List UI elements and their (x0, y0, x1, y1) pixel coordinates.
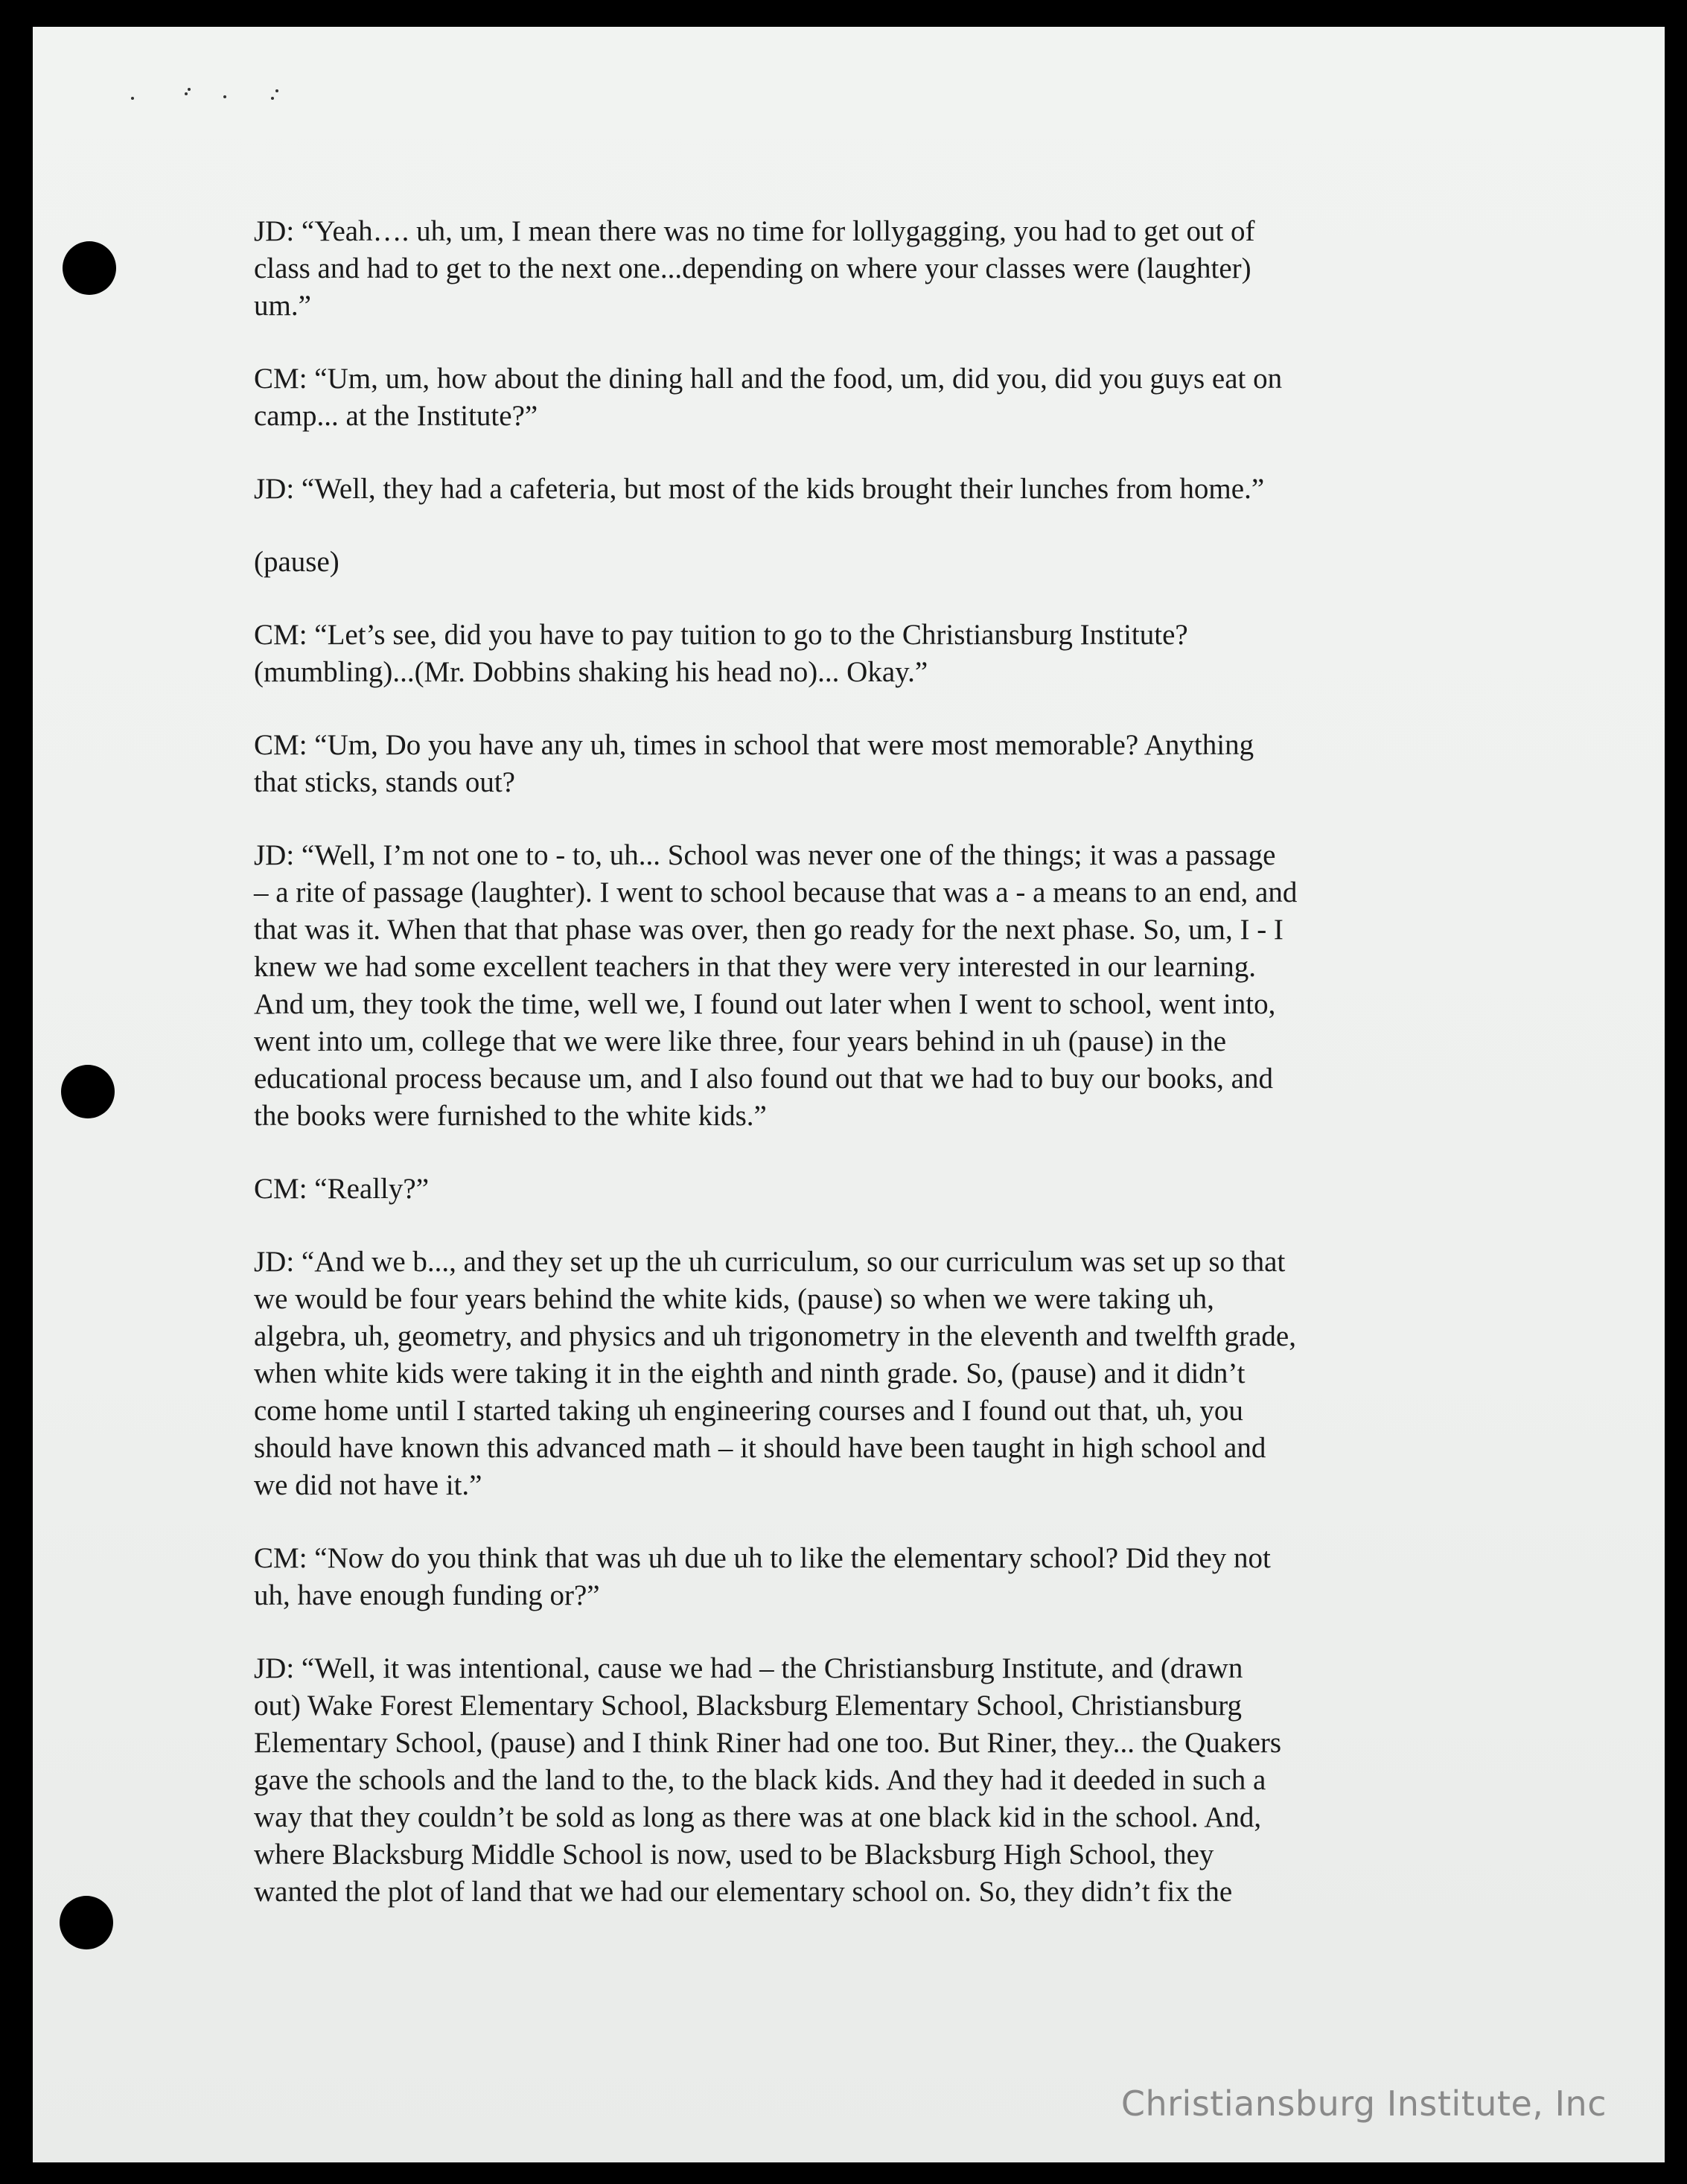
transcript-line: uh, have enough funding or?” (254, 1579, 600, 1611)
watermark: Christiansburg Institute, Inc (1120, 2083, 1607, 2124)
transcript-line: when white kids were taking it in the eighth and ninth grade. So, (pause) and it didn’t (254, 1357, 1246, 1389)
transcript-line: class and had to get to the next one...depending on where your classes were (laughter) (254, 252, 1251, 284)
transcript-line: knew we had some excellent teachers in that they were very interested in our learning. (254, 951, 1257, 983)
document-page (33, 27, 1665, 2162)
transcript-line: JD: “Yeah…. uh, um, I mean there was no time for lollygagging, you had to get out of (254, 215, 1255, 247)
transcript-line: algebra, uh, geometry, and physics and uh trigonometry in the eleventh and twelfth grade, (254, 1320, 1296, 1352)
transcript-line: JD: “Well, I’m not one to - to, uh... School was never one of the things; it was a passage (254, 839, 1276, 871)
transcript-paragraph (254, 1650, 1475, 1911)
transcript-line: we would be four years behind the white kids, (pause) so when we were taking uh, (254, 1283, 1214, 1315)
punch-hole-bottom (60, 1896, 113, 1949)
paper-specks (92, 85, 271, 115)
transcript-line: And um, they took the time, well we, I found out later when I went to school, went into, (254, 988, 1276, 1020)
transcript-paragraph (254, 544, 1475, 581)
transcript-paragraph (254, 1244, 1475, 1504)
transcript-line: that was it. When that that phase was over, then go ready for the next phase. So, um, I - I (254, 914, 1283, 946)
transcript-line: camp... at the Institute?” (254, 400, 538, 432)
transcript-line: gave the schools and the land to the, to the black kids. And they had it deeded in such a (254, 1764, 1266, 1796)
transcript-paragraph (254, 617, 1475, 691)
transcript-line: – a rite of passage (laughter). I went to school because that was a - a means to an end, and (254, 876, 1298, 908)
transcript-line: wanted the plot of land that we had our elementary school on. So, they didn’t fix the (254, 1876, 1233, 1908)
transcript-line: CM: “Um, Do you have any uh, times in school that were most memorable? Anything (254, 729, 1254, 761)
punch-hole-top (63, 241, 116, 295)
transcript-line: CM: “Really?” (254, 1173, 430, 1205)
transcript-line: that sticks, stands out? (254, 766, 515, 798)
transcript-line: CM: “Let’s see, did you have to pay tuition to go to the Christiansburg Institute? (254, 619, 1188, 651)
transcript-body (254, 213, 1475, 1946)
transcript-line: um.” (254, 290, 311, 322)
transcript-line: should have known this advanced math – it should have been taught in high school and (254, 1432, 1266, 1464)
transcript-line: the books were furnished to the white kids.” (254, 1100, 767, 1132)
transcript-line: JD: “Well, it was intentional, cause we had – the Christiansburg Institute, and (drawn (254, 1652, 1243, 1684)
transcript-line: out) Wake Forest Elementary School, Blacksburg Elementary School, Christiansburg (254, 1690, 1242, 1722)
transcript-paragraph (254, 1171, 1475, 1208)
transcript-line: CM: “Um, um, how about the dining hall and the food, um, did you, did you guys eat on (254, 363, 1283, 395)
transcript-line: went into um, college that we were like three, four years behind in uh (pause) in the (254, 1025, 1227, 1057)
transcript-paragraph (254, 727, 1475, 801)
transcript-line: come home until I started taking uh engineering courses and I found out that, uh, you (254, 1395, 1243, 1427)
transcript-paragraph (254, 837, 1475, 1135)
transcript-line: where Blacksburg Middle School is now, used to be Blacksburg High School, they (254, 1838, 1214, 1871)
transcript-line: (pause) (254, 546, 339, 578)
transcript-line: (mumbling)...(Mr. Dobbins shaking his head no)... Okay.” (254, 656, 928, 688)
transcript-line: way that they couldn’t be sold as long as there was at one black kid in the school. And, (254, 1801, 1262, 1833)
transcript-line: JD: “Well, they had a cafeteria, but most of the kids brought their lunches from home.” (254, 473, 1265, 505)
transcript-line: CM: “Now do you think that was uh due uh to like the elementary school? Did they not (254, 1542, 1271, 1574)
transcript-paragraph (254, 471, 1475, 508)
transcript-line: Elementary School, (pause) and I think Riner had one too. But Riner, they... the Quakers (254, 1727, 1282, 1759)
transcript-paragraph (254, 213, 1475, 325)
transcript-line: educational process because um, and I also found out that we had to buy our books, and (254, 1063, 1273, 1095)
transcript-paragraph (254, 360, 1475, 435)
punch-hole-middle (61, 1065, 115, 1118)
transcript-line: we did not have it.” (254, 1469, 482, 1501)
transcript-paragraph (254, 1540, 1475, 1614)
transcript-line: JD: “And we b..., and they set up the uh curriculum, so our curriculum was set up so that (254, 1246, 1286, 1278)
